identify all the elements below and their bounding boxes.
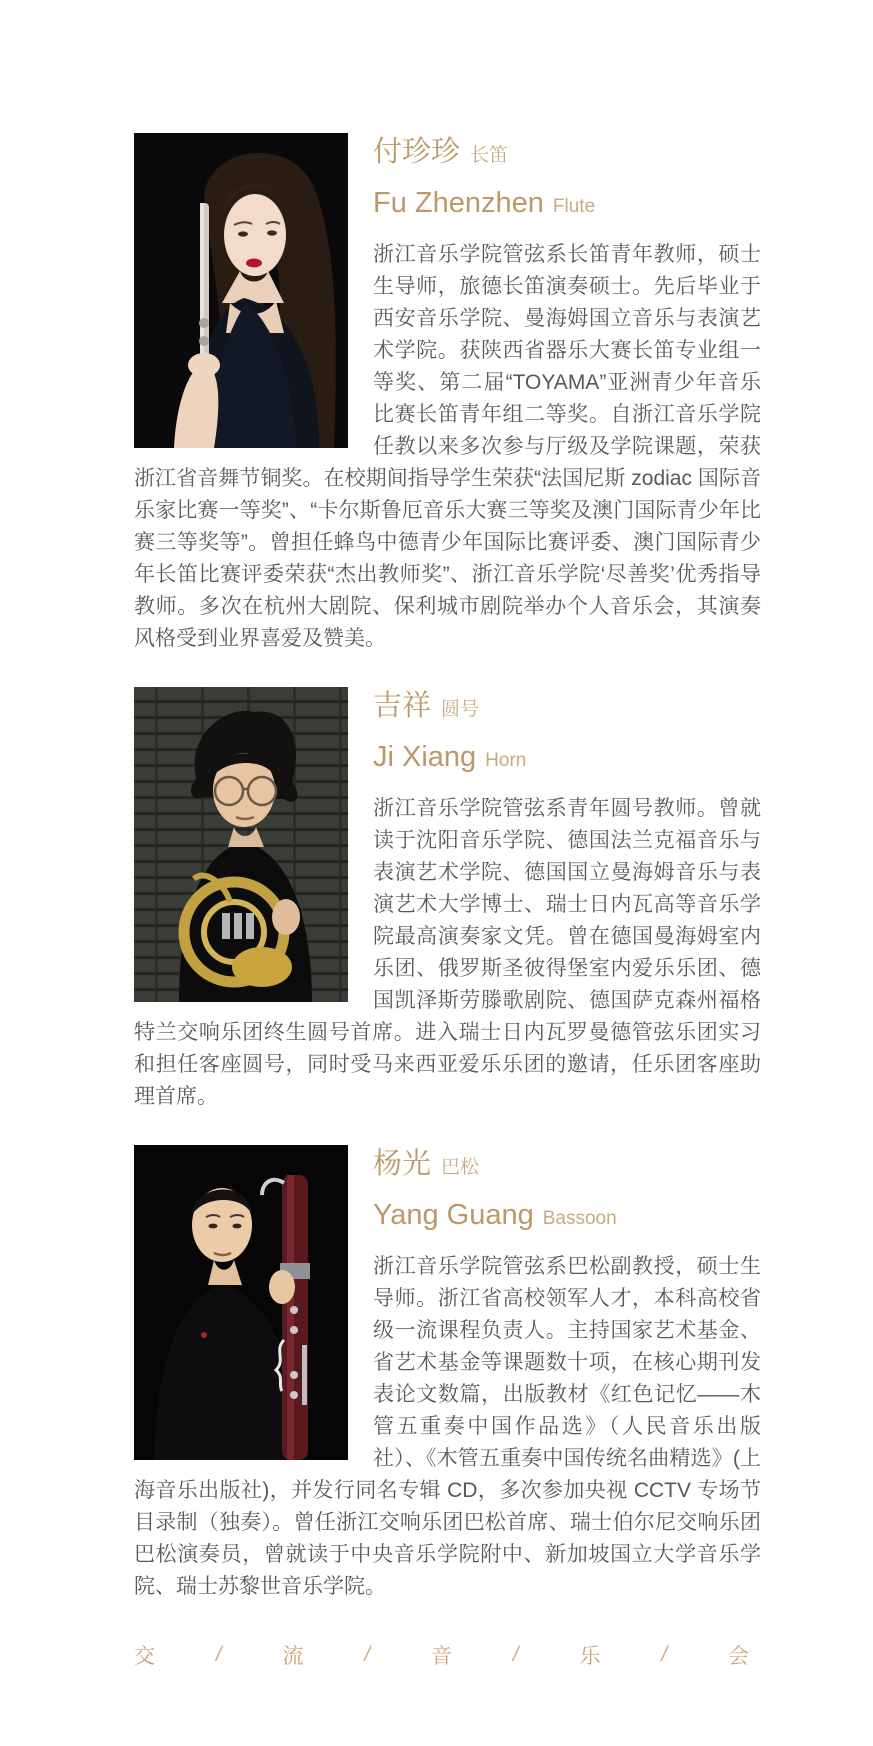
footer-char: 会 [728,1645,749,1668]
performer-bio-text: 浙江音乐学院管弦系青年圆号教师。曾就读于沈阳音乐学院、德国法兰克福音乐与表演艺术学院、德国国立曼海姆音乐与表演艺术大学博士、瑞士日内瓦高等音乐学院最高演奏家文凭。曾在德国曼海姆室内乐团、俄罗斯圣彼得堡室内爱乐乐团、德国凯泽斯劳滕歌剧院、德国萨克森州福格特兰交响乐团终生圆号首席。进入瑞士日内瓦罗曼德管弦乐团实习和担任客座圆号，同时受马来西亚爱乐乐团的邀请，任乐团客座助理首席。 [134,797,761,1108]
instrument-en-label: Flute [552,196,596,217]
performer-card-ji-xiang [134,687,761,1113]
footer-slash-divider: / [215,1643,222,1666]
footer-slash-divider: / [661,1643,668,1666]
name-cn-text: 付珍珍 [373,136,461,168]
footer-char: 流 [282,1645,304,1668]
name-en-text: Yang Guang [373,1199,534,1231]
footer-slash-divider: / [512,1643,519,1666]
instrument-cn-label: 长笛 [470,145,509,166]
instrument-en-label: Bassoon [542,1208,617,1229]
performer-bio-list [134,133,761,1635]
footer-motto [134,1640,749,1670]
performer-photo-fu-zhenzhen [134,133,348,448]
instrument-cn-label: 巴松 [441,1157,480,1178]
footer-char: 交 [134,1645,155,1668]
name-en-text: Ji Xiang [373,741,477,773]
performer-card-fu-zhenzhen [134,133,761,655]
hornist-portrait-illustration [134,687,348,1002]
performer-bio-text: 浙江音乐学院管弦系巴松副教授，硕士生导师。浙江省高校领军人才，本科高校省级一流课程负责人。主持国家艺术基金、省艺术基金等课题数十项，在核心期刊发表论文数篇，出版教材《红色记忆——木管五重奏中国作品选》（人民音乐出版社）、《木管五重奏中国传统名曲精选》(上海音乐出版社)，并发行同名专辑 CD，多次参加央视 CCTV 专场节目录制（独奏）。曾任浙江交响乐团巴松首席、瑞士伯尔尼交响乐团巴松演奏员，曾就读于中央音乐学院附中、新加坡国立大学音乐学院、瑞士苏黎世音乐学院。 [134,1255,761,1598]
performer-photo-yang-guang [134,1145,348,1460]
footer-char: 乐 [579,1645,601,1668]
name-cn-text: 吉祥 [373,690,432,722]
footer-char: 音 [431,1645,452,1668]
instrument-en-label: Horn [485,750,527,771]
flutist-portrait-illustration [134,133,348,448]
bassoonist-portrait-illustration [134,1145,348,1460]
performer-photo-ji-xiang [134,687,348,1002]
footer-slash-divider: / [364,1643,371,1666]
performer-card-yang-guang [134,1145,761,1603]
instrument-cn-label: 圆号 [441,699,480,720]
name-en-text: Fu Zhenzhen [373,187,544,219]
name-cn-text: 杨光 [373,1148,432,1180]
performer-bio-text: 浙江音乐学院管弦系长笛青年教师，硕士生导师，旅德长笛演奏硕士。先后毕业于西安音乐学院、曼海姆国立音乐与表演艺术学院。获陕西省器乐大赛长笛专业组一等奖、第二届“TOYAMA”亚洲青少年音乐比赛长笛青年组二等奖。自浙江音乐学院任教以来多次参与厅级及学院课题，荣获浙江省音舞节铜奖。在校期间指导学生荣获“法国尼斯 zodiac 国际音乐家比赛一等奖”、“卡尔斯鲁厄音乐大赛三等奖及澳门国际青少年比赛三等奖等”。曾担任蜂鸟中德青少年国际比赛评委、澳门国际青少年长笛比赛评委荣获“杰出教师奖”、浙江音乐学院‘尽善奖’优秀指导教师。多次在杭州大剧院、保利城市剧院举办个人音乐会，其演奏风格受到业界喜爱及赞美。 [134,243,761,650]
